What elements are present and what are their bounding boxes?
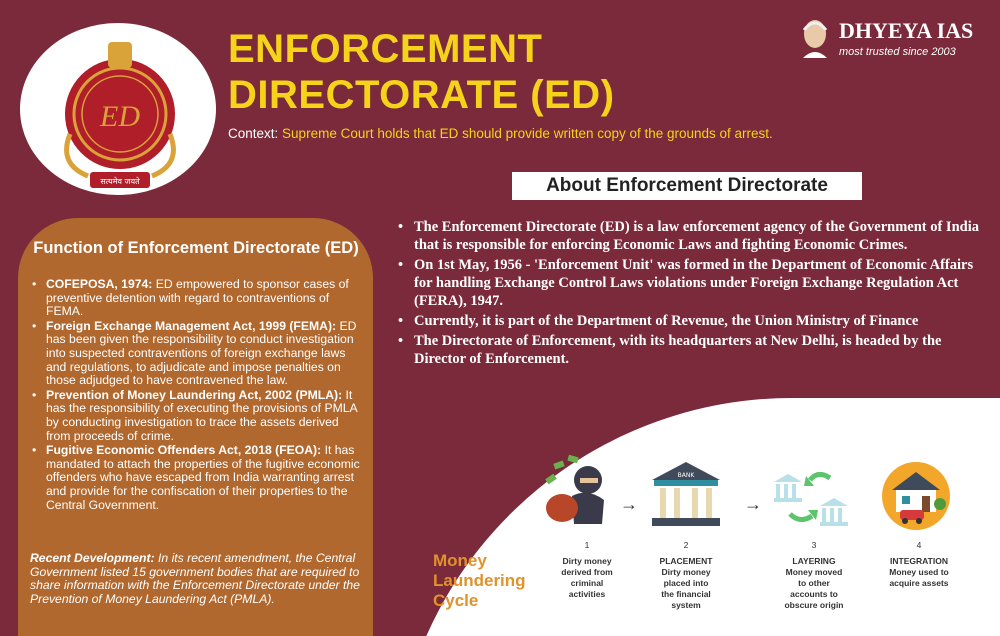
step-caption: system bbox=[671, 600, 701, 610]
function-item bbox=[30, 389, 365, 443]
about-item: • Currently, it is part of the Department of Revenue, the Union Ministry of Finance bbox=[396, 312, 988, 330]
function-text: It has mandated to attach the properties of the fugitive economic offenders who have escaped from India warranting arrest and provide for the confiscation of their properties to the Central Government. bbox=[46, 443, 360, 512]
seal-monogram: ED bbox=[100, 100, 140, 133]
about-item: • On 1st May, 1956 - 'Enforcement Unit' was formed in the Department of Economic Affairs for handling Exchange Control Laws violations under Foreign Exchange Regulation Act (FERA), 1947. bbox=[396, 256, 988, 310]
recent-text: In its recent amendment, the Central Government listed 15 government bodies that are required to share information with the Enforcement Directorate under the Prevention of Money Laundering Act (PMLA). bbox=[30, 551, 360, 606]
cycle-step-4 bbox=[876, 540, 962, 589]
brand-tagline: most trusted since 2003 bbox=[839, 46, 956, 58]
function-item bbox=[30, 278, 365, 319]
thief-icon bbox=[540, 452, 620, 532]
about-item: • The Directorate of Enforcement, with its headquarters at New Delhi, is headed by the Director of Enforcement. bbox=[396, 332, 988, 368]
function-law: Prevention of Money Laundering Act, 2002 (PMLA): bbox=[46, 387, 343, 402]
function-law: Fugitive Economic Offenders Act, 2018 (FEOA): bbox=[46, 443, 322, 458]
step-caption: Dirty money bbox=[661, 567, 711, 577]
cycle-title-line: Money bbox=[433, 551, 487, 570]
cycle-step-1 bbox=[552, 540, 622, 600]
arrow-right-icon: → bbox=[744, 494, 762, 514]
context-label: Context: bbox=[228, 126, 279, 141]
function-item bbox=[30, 320, 365, 388]
bank-sign: BANK bbox=[677, 472, 695, 479]
step-caption: placed into bbox=[663, 578, 709, 588]
function-law: Foreign Exchange Management Act, 1999 (FEMA): bbox=[46, 318, 337, 333]
step-caption: derived from bbox=[561, 567, 613, 577]
step-caption: obscure origin bbox=[784, 600, 844, 610]
step-caption: LAYERING bbox=[792, 556, 836, 566]
step-caption: INTEGRATION bbox=[890, 556, 948, 566]
step-caption: accounts to bbox=[790, 589, 838, 599]
cycle-title-line: Cycle bbox=[433, 591, 479, 610]
step-number: 3 bbox=[811, 540, 817, 550]
about-list bbox=[396, 218, 988, 370]
bank-icon bbox=[648, 458, 724, 532]
step-caption: criminal bbox=[570, 578, 604, 588]
function-text: ED empowered to sponsor cases of preventive detention with regard to contraventions of FEMA. bbox=[46, 277, 349, 319]
about-item: • The Enforcement Directorate (ED) is a law enforcement agency of the Government of India that is responsible for enforcing Economic Laws and fighting Economic Crimes. bbox=[396, 218, 988, 254]
function-law: COFEPOSA, 1974: bbox=[46, 277, 153, 291]
ed-seal-logo bbox=[18, 14, 228, 199]
functions-title: Function of Enforcement Directorate (ED) bbox=[33, 239, 359, 257]
cycle-title-line: Laundering bbox=[433, 571, 526, 590]
function-text: It has the responsibility of executing the provisions of PMLA by conducting investigation to trace the assets derived from proceeds of crime. bbox=[46, 387, 357, 443]
function-text: ED has been given the responsibility to conduct investigation into suspected contraventions of foreign exchange laws and regulations, to adjudicate and impose penalties on those adjudged to have contravened the law. bbox=[46, 318, 357, 388]
context-line bbox=[228, 126, 868, 141]
functions-list bbox=[30, 278, 365, 513]
cycle-step-3 bbox=[772, 540, 856, 611]
cycle-step-2 bbox=[650, 540, 722, 611]
house-car-icon bbox=[880, 460, 952, 532]
about-section-title: About Enforcement Directorate bbox=[512, 172, 862, 200]
title-line-1: ENFORCEMENT bbox=[228, 27, 543, 71]
brand-logo bbox=[795, 16, 975, 64]
recent-label: Recent Development: bbox=[30, 551, 155, 565]
step-caption: Dirty money bbox=[562, 556, 612, 566]
cycle-title bbox=[433, 551, 563, 611]
recent-development bbox=[30, 552, 365, 606]
step-caption: to other bbox=[798, 578, 830, 588]
title-line-2: DIRECTORATE (ED) bbox=[228, 73, 615, 117]
step-caption: acquire assets bbox=[889, 578, 949, 588]
step-caption: Money moved bbox=[785, 567, 843, 577]
step-caption: PLACEMENT bbox=[659, 556, 713, 566]
context-text: Supreme Court holds that ED should provide written copy of the grounds of arrest. bbox=[282, 126, 773, 141]
brand-name: DHYEYA IAS bbox=[839, 18, 974, 43]
arrow-right-icon: → bbox=[620, 494, 638, 514]
step-caption: Money used to bbox=[889, 567, 949, 577]
founder-portrait-icon bbox=[797, 18, 833, 60]
step-caption: activities bbox=[568, 589, 606, 599]
step-number: 1 bbox=[584, 540, 590, 550]
step-number: 4 bbox=[916, 540, 922, 550]
step-caption: the financial bbox=[661, 589, 711, 599]
seal-motto: सत्यमेव जयते bbox=[100, 177, 140, 186]
step-number: 2 bbox=[683, 540, 689, 550]
layering-transfer-icon bbox=[770, 464, 854, 534]
page-title bbox=[228, 26, 748, 118]
function-item bbox=[30, 444, 365, 512]
